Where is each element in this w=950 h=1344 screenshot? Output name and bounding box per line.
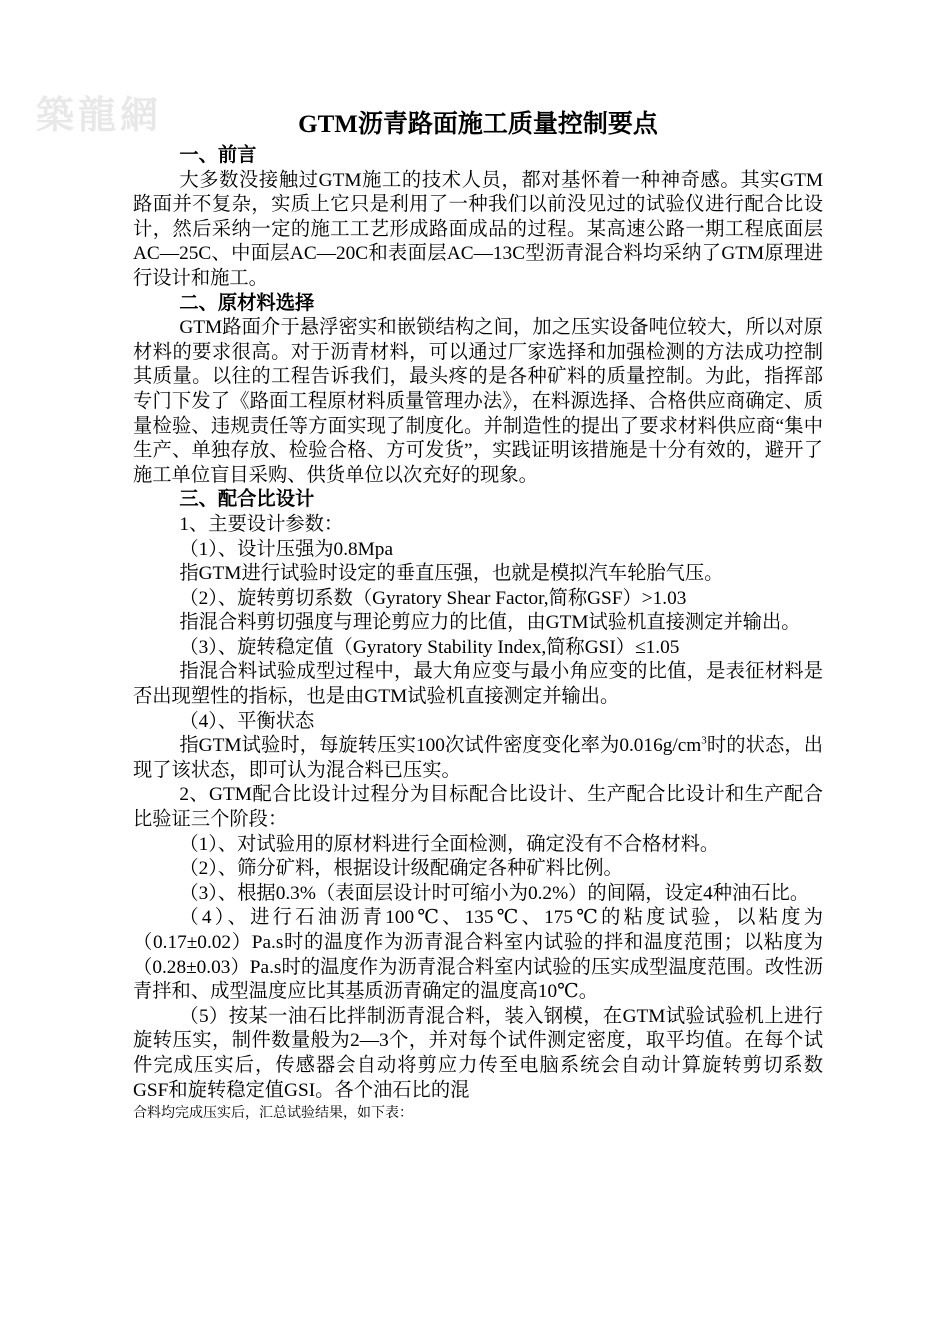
step-5-tail: 合料均完成压实后，汇总试验结果，如下表： — [133, 1106, 413, 1122]
param-equilibrium-desc — [133, 734, 823, 783]
equilibrium-desc-part2: 时的状态，出现了该状态，即可认为混合料已压实。 — [133, 735, 824, 781]
param-gsi: （3）、旋转稳定值（Gyratory Stability Index,简称GSI）≤1.05 — [179, 636, 680, 658]
document-title: GTM沥青路面施工质量控制要点 — [298, 111, 658, 138]
param-pressure: （1）、设计压强为0.8Mpa — [179, 538, 394, 560]
step-2: （2）、筛分矿料，根据设计级配确定各种矿料比例。 — [179, 858, 623, 880]
param-gsf: （2）、旋转剪切系数（Gyratory Shear Factor,简称GSF）>1.03 — [179, 587, 687, 609]
superscript-3: 3 — [701, 734, 707, 747]
subheading-design-process: 2、GTM配合比设计过程分为目标配合比设计、生产配合比设计和生产配合比验证三个阶段： — [133, 784, 823, 831]
watermark-logo: 築龍網 — [36, 92, 163, 137]
param-gsi-desc: 指混合料试验成型过程中，最大角应变与最小角应变的比值，是表征材料是否出现塑性的指标，也是由GTM试验机直接测定并输出。 — [133, 661, 823, 708]
step-1: （1）、对试验用的原材料进行全面检测，确定没有不合格材料。 — [179, 833, 720, 855]
paragraph-materials: GTM路面介于悬浮密实和嵌锁结构之间，加之压实设备吨位较大，所以对原材料的要求很高。对于沥青材料，可以通过厂家选择和加强检测的方法成功控制其质量。以往的工程告诉我们，最头疼的是各种矿料的质量控制。为此，指挥部专门下发了《路面工程原材料质量管理办法》，在料源选择、合格供应商确定、质量检验、违规责任等方面实现了制度化。并制造性的提出了要求材料供应商“集中生产、单独存放、检验合格、方可发货”，实践证明该措施是十分有效的，避开了施工单位盲目采购、供货单位以次充好的现象。 — [133, 317, 823, 486]
section-heading-mix-design: 三、配合比设计 — [179, 489, 315, 511]
subheading-design-params: 1、主要设计参数： — [179, 513, 344, 535]
section-heading-preface: 一、前言 — [179, 145, 257, 166]
document-body — [133, 108, 823, 1125]
section-heading-materials: 二、原材料选择 — [179, 292, 315, 314]
param-gsf-desc: 指混合料剪切强度与理论剪应力的比值，由GTM试验机直接测定并输出。 — [179, 612, 801, 634]
param-equilibrium: （4）、平衡状态 — [179, 710, 315, 732]
step-5: （5）按某一油石比拌制沥青混合料，装入钢模，在GTM试验试验机上进行旋转压实，制件数量般为2—3个，并对每个试件测定密度，取平均值。在每个试件完成压实后，传感器会自动将剪应力传至电脑系统会自动计算旋转剪切系数GSF和旋转稳定值GSI。各个油石比的混 — [133, 1005, 823, 1101]
param-pressure-desc: 指GTM进行试验时设定的垂直压强，也就是模拟汽车轮胎气压。 — [179, 563, 724, 585]
step-4: （4）、进行石油沥青100℃、135℃、175℃的粘度试验，以粘度为（0.17±0.02）Pa.s时的温度作为沥青混合料室内试验的拌和温度范围；以粘度为（0.28±0.03）Pa.s时的温度作为沥青混合料室内试验的压实成型温度范围。改性沥青拌和、成型温度应比其基质沥青确定的温度高10℃。 — [133, 907, 823, 1003]
equilibrium-desc-part1: 指GTM试验时，每旋转压实100次试件密度变化率为0.016g/cm — [179, 735, 702, 757]
step-3: （3）、根据0.3%（表面层设计时可缩小为0.2%）的间隔，设定4种油石比。 — [179, 882, 810, 904]
paragraph-preface: 大多数没接触过GTM施工的技术人员，都对基怀着一种神奇感。其实GTM路面并不复杂，实质上它只是利用了一种我们以前没见过的试验仪进行配合比设计，然后采纳一定的施工工艺形成路面成品的过程。某高速公路一期工程底面层AC—25C、中面层AC—20C和表面层AC—13C型沥青混合料均采纳了GTM原理进行设计和施工。 — [133, 169, 823, 289]
